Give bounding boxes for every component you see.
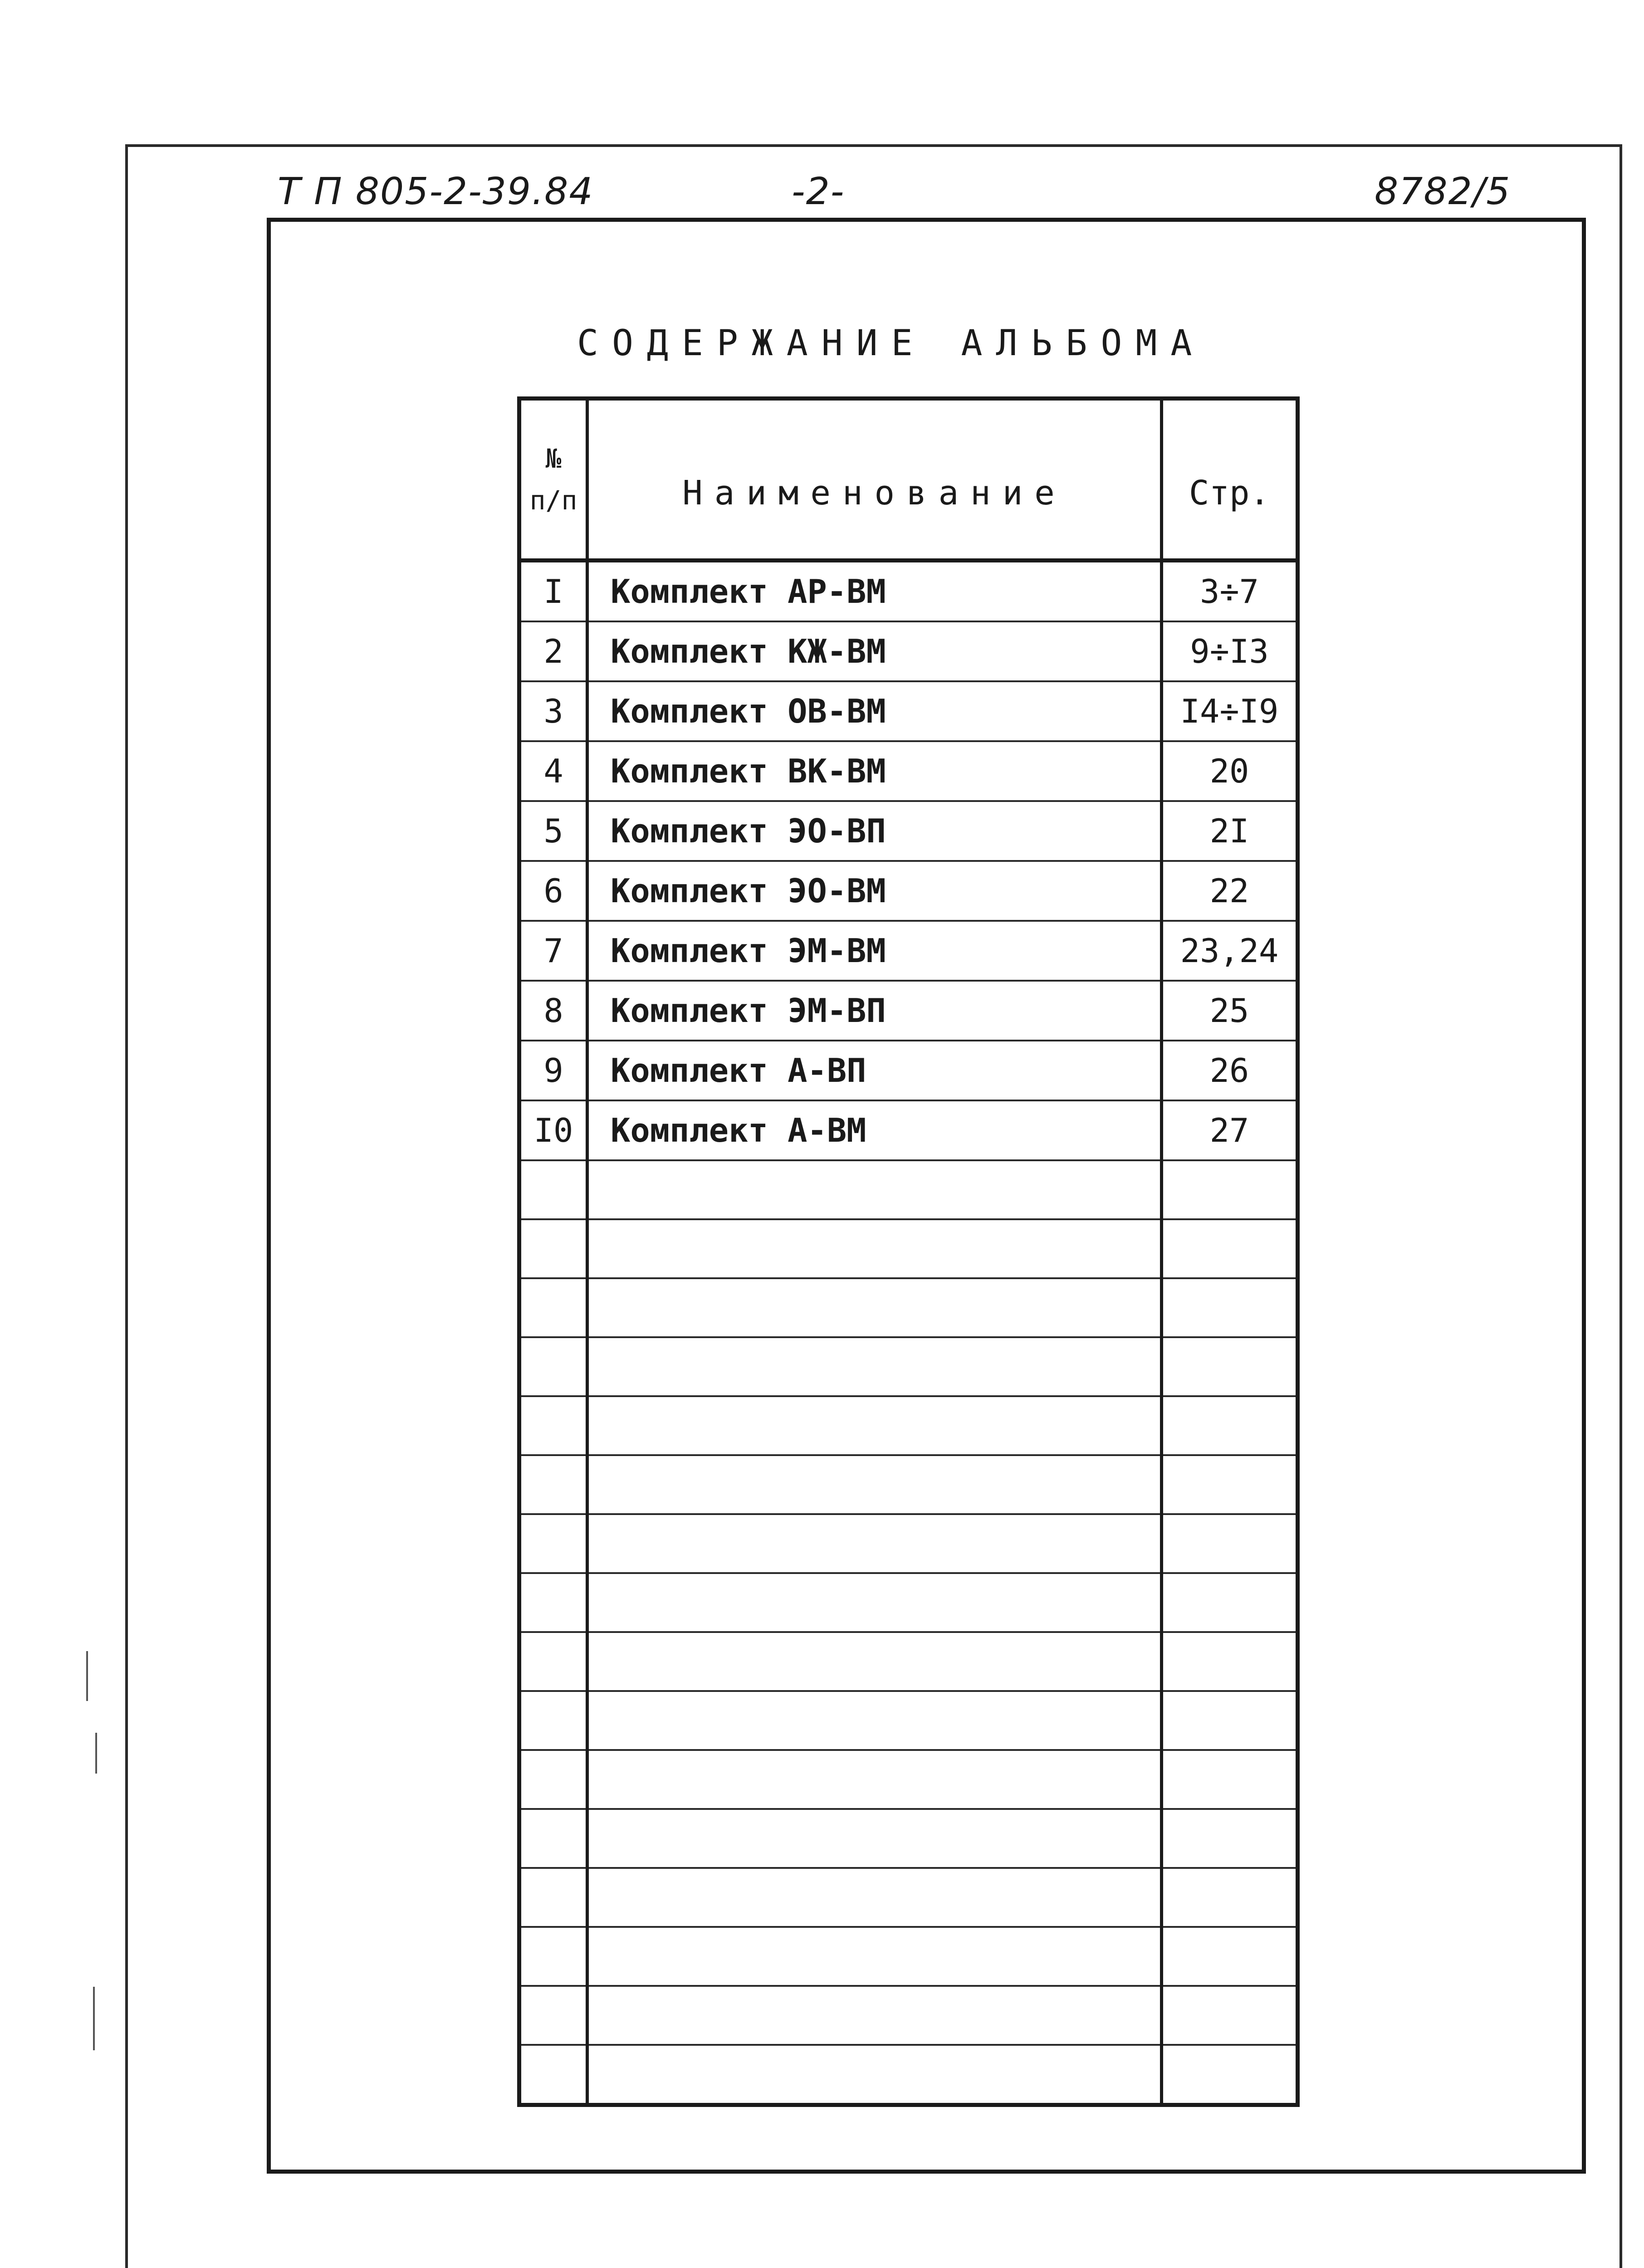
- empty-row: [519, 1632, 1298, 1691]
- empty-cell: [587, 2045, 1162, 2105]
- empty-cell: [1162, 1927, 1298, 1986]
- row-number: 2: [519, 621, 587, 681]
- table-row: [519, 1100, 1298, 1160]
- empty-cell: [519, 1514, 587, 1573]
- empty-cell: [519, 1691, 587, 1750]
- empty-cell: [587, 1514, 1162, 1573]
- empty-row: [519, 1868, 1298, 1927]
- empty-cell: [587, 1160, 1162, 1219]
- empty-cell: [1162, 1809, 1298, 1868]
- empty-cell: [1162, 1573, 1298, 1632]
- row-name: Комплект ЭО-ВМ: [587, 861, 1162, 921]
- row-name: Комплект ЭМ-ВП: [587, 981, 1162, 1041]
- row-number: 9: [519, 1041, 587, 1100]
- empty-cell: [587, 1219, 1162, 1278]
- row-name: Комплект ЭМ-ВМ: [587, 921, 1162, 981]
- empty-row: [519, 1573, 1298, 1632]
- row-pages: 3÷7: [1162, 561, 1298, 622]
- empty-cell: [1162, 1632, 1298, 1691]
- empty-row: [519, 1396, 1298, 1455]
- empty-cell: [519, 1337, 587, 1396]
- empty-cell: [1162, 1396, 1298, 1455]
- empty-cell: [587, 1632, 1162, 1691]
- column-header-name: Наименование: [587, 399, 1162, 561]
- empty-row: [519, 1750, 1298, 1809]
- column-header-number: [519, 399, 587, 561]
- row-number: 3: [519, 681, 587, 741]
- empty-cell: [1162, 1514, 1298, 1573]
- table-header-row: [519, 399, 1298, 561]
- table-row: [519, 621, 1298, 681]
- empty-cell: [587, 1337, 1162, 1396]
- empty-cell: [519, 1809, 587, 1868]
- empty-cell: [519, 1278, 587, 1337]
- empty-cell: [1162, 1868, 1298, 1927]
- empty-cell: [587, 1986, 1162, 2045]
- empty-cell: [519, 1396, 587, 1455]
- empty-cell: [1162, 1455, 1298, 1514]
- empty-cell: [1162, 1337, 1298, 1396]
- row-name: Комплект ЭО-ВП: [587, 801, 1162, 861]
- row-pages: 9÷I3: [1162, 621, 1298, 681]
- row-number: 5: [519, 801, 587, 861]
- empty-cell: [519, 1219, 587, 1278]
- row-name: Комплект АР-ВМ: [587, 561, 1162, 622]
- page-number: -2-: [792, 170, 845, 213]
- empty-row: [519, 1455, 1298, 1514]
- empty-row: [519, 1160, 1298, 1219]
- empty-cell: [587, 1455, 1162, 1514]
- table-row: [519, 981, 1298, 1041]
- table-row: [519, 801, 1298, 861]
- empty-row: [519, 1278, 1298, 1337]
- table-row: [519, 921, 1298, 981]
- empty-cell: [587, 1868, 1162, 1927]
- row-pages: 25: [1162, 981, 1298, 1041]
- empty-cell: [1162, 1278, 1298, 1337]
- margin-mark: [93, 1987, 95, 2050]
- inventory-number: 8782/5: [1375, 170, 1511, 213]
- table-row: [519, 1041, 1298, 1100]
- table-row: [519, 561, 1298, 622]
- margin-mark: [95, 1733, 97, 1774]
- row-pages: 23,24: [1162, 921, 1298, 981]
- empty-row: [519, 1927, 1298, 1986]
- empty-cell: [587, 1573, 1162, 1632]
- empty-cell: [519, 1927, 587, 1986]
- empty-cell: [519, 2045, 587, 2105]
- table-row: [519, 741, 1298, 801]
- row-pages: 20: [1162, 741, 1298, 801]
- row-number: 4: [519, 741, 587, 801]
- empty-row: [519, 1986, 1298, 2045]
- empty-cell: [1162, 1219, 1298, 1278]
- empty-cell: [519, 1986, 587, 2045]
- empty-cell: [1162, 1691, 1298, 1750]
- empty-cell: [587, 1278, 1162, 1337]
- empty-row: [519, 1337, 1298, 1396]
- column-header-page: Стр.: [1162, 399, 1298, 561]
- row-pages: I4÷I9: [1162, 681, 1298, 741]
- row-number: 7: [519, 921, 587, 981]
- column-header-number-label: п/п: [529, 485, 577, 516]
- row-number: I: [519, 561, 587, 622]
- row-number: 8: [519, 981, 587, 1041]
- empty-row: [519, 1219, 1298, 1278]
- row-name: Комплект ВК-ВМ: [587, 741, 1162, 801]
- column-header-number-sign: №: [545, 443, 562, 474]
- row-name: Комплект КЖ-ВМ: [587, 621, 1162, 681]
- empty-cell: [1162, 1160, 1298, 1219]
- document-code: Т П 805-2-39.84: [278, 170, 594, 213]
- row-number: 6: [519, 861, 587, 921]
- empty-cell: [519, 1455, 587, 1514]
- empty-cell: [587, 1396, 1162, 1455]
- page-title: СОДЕРЖАНИЕ АЛЬБОМА: [577, 323, 1206, 364]
- empty-cell: [587, 1927, 1162, 1986]
- row-number: I0: [519, 1100, 587, 1160]
- row-pages: 26: [1162, 1041, 1298, 1100]
- row-name: Комплект А-ВМ: [587, 1100, 1162, 1160]
- empty-row: [519, 1691, 1298, 1750]
- empty-row: [519, 1809, 1298, 1868]
- empty-cell: [519, 1632, 587, 1691]
- empty-cell: [1162, 1750, 1298, 1809]
- row-name: Комплект А-ВП: [587, 1041, 1162, 1100]
- empty-cell: [1162, 2045, 1298, 2105]
- empty-cell: [519, 1750, 587, 1809]
- table-row: [519, 681, 1298, 741]
- empty-cell: [1162, 1986, 1298, 2045]
- empty-cell: [519, 1573, 587, 1632]
- empty-cell: [587, 1691, 1162, 1750]
- table-row: [519, 861, 1298, 921]
- row-pages: 27: [1162, 1100, 1298, 1160]
- empty-cell: [587, 1750, 1162, 1809]
- contents-table: [517, 396, 1300, 2107]
- empty-cell: [519, 1868, 587, 1927]
- row-name: Комплект ОВ-ВМ: [587, 681, 1162, 741]
- empty-row: [519, 1514, 1298, 1573]
- empty-row: [519, 2045, 1298, 2105]
- empty-cell: [519, 1160, 587, 1219]
- empty-cell: [587, 1809, 1162, 1868]
- row-pages: 22: [1162, 861, 1298, 921]
- margin-mark: [86, 1651, 88, 1701]
- row-pages: 2I: [1162, 801, 1298, 861]
